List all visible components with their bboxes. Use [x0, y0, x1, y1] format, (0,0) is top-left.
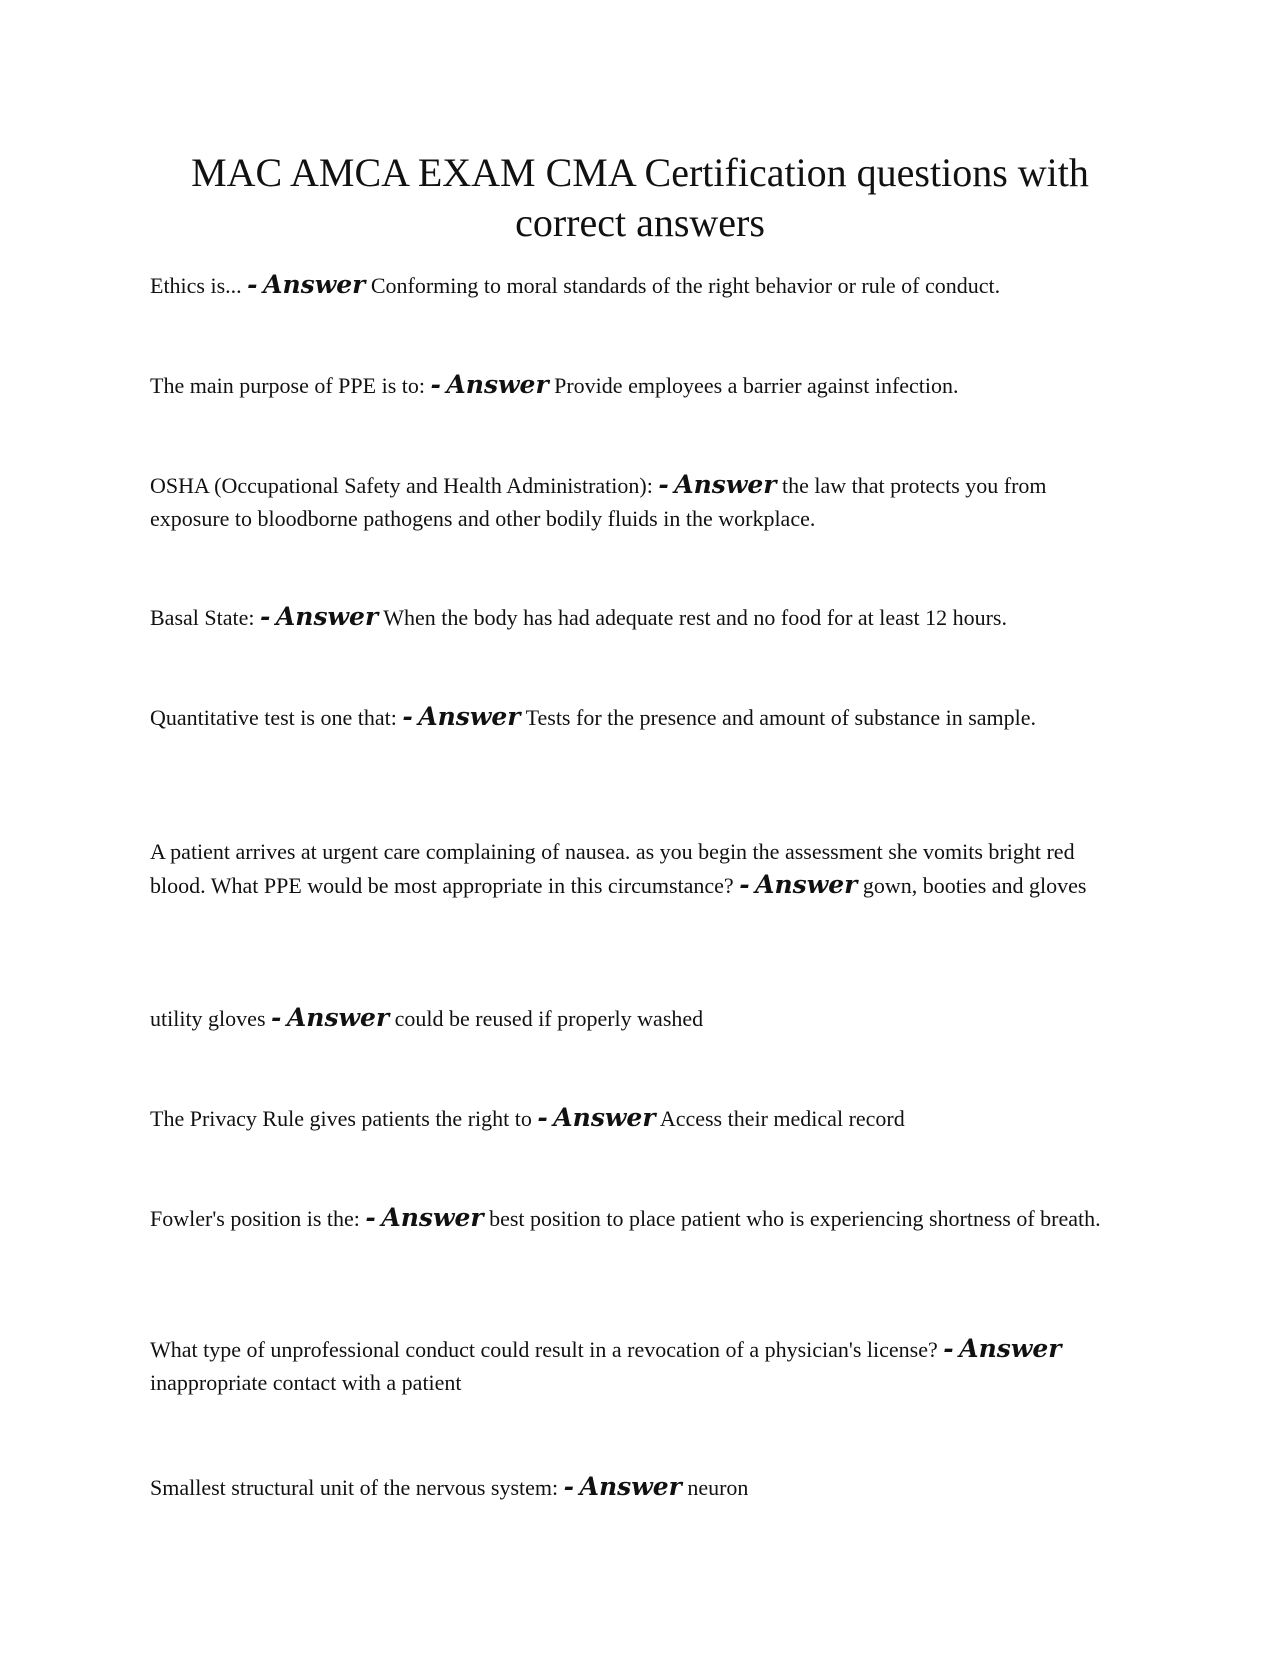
answer-text: could be reused if properly washed [394, 1006, 704, 1031]
answer-text: Access their medical record [659, 1106, 905, 1131]
question-text: A patient arrives at urgent care complaining of nausea. as you begin the assessment she vomits bright red blood. What PPE would be most appropriate in this circumstance? [150, 839, 1075, 898]
answer-separator: - [402, 702, 413, 731]
qa-item [150, 1101, 1110, 1135]
qa-item [150, 835, 1110, 902]
answer-label: Answer [553, 1103, 656, 1132]
qa-item [150, 1470, 1110, 1504]
qa-item [150, 700, 1110, 734]
answer-text: gown, booties and gloves [862, 873, 1087, 898]
answer-text: Provide employees a barrier against infection. [554, 373, 959, 398]
answer-label: Answer [446, 370, 549, 399]
qa-item [150, 268, 1110, 302]
answer-label: Answer [418, 702, 521, 731]
answer-label: Answer [275, 602, 379, 631]
answer-separator: - [271, 1003, 282, 1032]
question-text: What type of unprofessional conduct could result in a revocation of a physician's license? [150, 1337, 938, 1362]
answer-separator: - [365, 1203, 376, 1232]
qa-item [150, 1001, 1110, 1035]
answer-label: Answer [286, 1003, 390, 1032]
question-text: The main purpose of PPE is to: [150, 373, 425, 398]
answer-label: Answer [674, 470, 777, 499]
question-text: Ethics is... [150, 273, 242, 298]
answer-text: Conforming to moral standards of the right behavior or rule of conduct. [370, 273, 1001, 298]
qa-item [150, 600, 1110, 634]
answer-label: Answer [755, 870, 858, 899]
qa-item [150, 1332, 1110, 1399]
question-text: utility gloves [150, 1006, 266, 1031]
document-title: MAC AMCA EXAM CMA Certification questions with correct answers [191, 150, 1089, 245]
answer-separator: - [563, 1472, 575, 1501]
question-text: Basal State: [150, 605, 255, 630]
answer-separator: - [259, 602, 271, 631]
question-text: Smallest structural unit of the nervous system: [150, 1475, 559, 1500]
question-text: OSHA (Occupational Safety and Health Administration): [150, 473, 653, 498]
question-text: Fowler's position is the: [150, 1206, 360, 1231]
answer-label: Answer [579, 1472, 682, 1501]
qa-item [150, 368, 1110, 402]
answer-text: best position to place patient who is experiencing shortness of breath. [489, 1206, 1101, 1231]
qa-item [150, 468, 1110, 535]
answer-text: Tests for the presence and amount of substance in sample. [525, 705, 1037, 730]
question-text: Quantitative test is one that: [150, 705, 397, 730]
answer-separator: - [739, 870, 750, 899]
answer-separator: - [537, 1103, 548, 1132]
answer-separator: - [658, 470, 669, 499]
answer-label: Answer [959, 1334, 1062, 1363]
answer-separator: - [943, 1334, 954, 1363]
answer-label: Answer [263, 270, 366, 299]
question-text: The Privacy Rule gives patients the right to [150, 1106, 532, 1131]
answer-text: the law that protects you from exposure to bloodborne pathogens and other bodily fluids in the workplace. [150, 473, 1047, 531]
answer-text: When the body has had adequate rest and no food for at least 12 hours. [383, 605, 1007, 630]
answer-text: neuron [687, 1475, 749, 1500]
answer-separator: - [430, 370, 441, 399]
qa-item [150, 1201, 1110, 1235]
answer-separator: - [247, 270, 258, 299]
answer-label: Answer [381, 1203, 484, 1232]
answer-text: inappropriate contact with a patient [150, 1370, 462, 1395]
